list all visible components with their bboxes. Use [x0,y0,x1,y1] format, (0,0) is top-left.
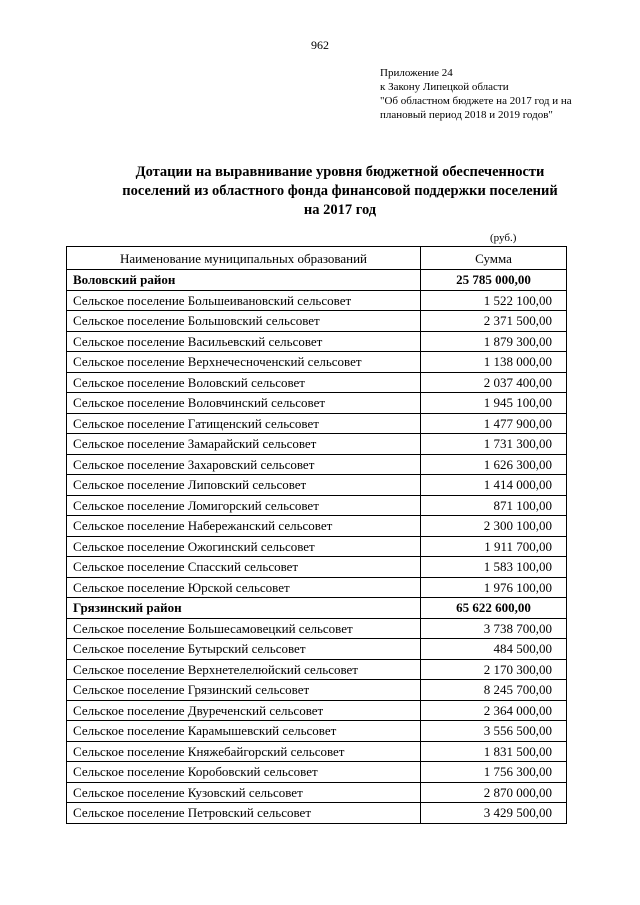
table-row [67,577,567,598]
row-name: Сельское поселение Липовский сельсовет [67,475,421,496]
row-name: Сельское поселение Ожогинский сельсовет [67,536,421,557]
row-sum: 1 879 300,00 [421,331,567,352]
document-title [90,163,590,220]
row-sum: 65 622 600,00 [421,598,567,619]
table-row [67,413,567,434]
row-sum: 3 429 500,00 [421,803,567,824]
table-row [67,495,567,516]
table-row [67,393,567,414]
row-name: Сельское поселение Грязинский сельсовет [67,680,421,701]
row-name: Сельское поселение Бутырский сельсовет [67,639,421,660]
table-row [67,352,567,373]
row-sum: 2 037 400,00 [421,372,567,393]
row-name: Сельское поселение Петровский сельсовет [67,803,421,824]
table-row [67,454,567,475]
row-sum: 1 626 300,00 [421,454,567,475]
title-line: на 2017 год [303,202,377,218]
row-name: Сельское поселение Карамышевский сельсовет [67,721,421,742]
row-name: Сельское поселение Гатищенский сельсовет [67,413,421,434]
row-sum: 1 976 100,00 [421,577,567,598]
table-row [67,434,567,455]
row-sum: 1 414 000,00 [421,475,567,496]
unit-label: (руб.) [490,232,517,244]
district-row [67,270,567,291]
table-row [67,290,567,311]
table-row [67,618,567,639]
district-row [67,598,567,619]
row-sum: 1 583 100,00 [421,557,567,578]
table-header-row [67,247,567,270]
table-row [67,782,567,803]
row-name: Сельское поселение Верхнетелелюйский сельсовет [67,659,421,680]
row-name: Сельское поселение Захаровский сельсовет [67,454,421,475]
row-sum: 484 500,00 [421,639,567,660]
row-sum: 2 170 300,00 [421,659,567,680]
row-name: Сельское поселение Большеивановский сельсовет [67,290,421,311]
row-name: Сельское поселение Набережанский сельсовет [67,516,421,537]
row-name: Сельское поселение Большовский сельсовет [67,311,421,332]
table-row [67,741,567,762]
appendix-line: Приложение 24 [380,67,453,79]
row-name: Грязинский район [67,598,421,619]
row-name: Сельское поселение Спасский сельсовет [67,557,421,578]
row-sum: 1 522 100,00 [421,290,567,311]
subsidy-table [66,246,567,824]
table-body [67,270,567,824]
row-sum: 25 785 000,00 [421,270,567,291]
row-sum: 1 477 900,00 [421,413,567,434]
row-sum: 871 100,00 [421,495,567,516]
row-name: Сельское поселение Коробовский сельсовет [67,762,421,783]
table-row [67,372,567,393]
row-name: Сельское поселение Воловский сельсовет [67,372,421,393]
row-sum: 8 245 700,00 [421,680,567,701]
row-name: Сельское поселение Верхнечесноченский сельсовет [67,352,421,373]
row-name: Сельское поселение Большесамовецкий сельсовет [67,618,421,639]
row-name: Сельское поселение Замарайский сельсовет [67,434,421,455]
table-row [67,311,567,332]
row-sum: 1 138 000,00 [421,352,567,373]
appendix-line: плановый период 2018 и 2019 годов" [380,109,553,121]
column-header-name: Наименование муниципальных образований [67,247,421,270]
row-sum: 1 731 300,00 [421,434,567,455]
table-row [67,331,567,352]
table-row [67,516,567,537]
row-sum: 3 556 500,00 [421,721,567,742]
table-row [67,762,567,783]
row-name: Воловский район [67,270,421,291]
table-row [67,659,567,680]
row-sum: 1 945 100,00 [421,393,567,414]
table-row [67,721,567,742]
table-row [67,557,567,578]
row-name: Сельское поселение Юрской сельсовет [67,577,421,598]
row-sum: 2 870 000,00 [421,782,567,803]
appendix-line: к Закону Липецкой области [380,81,509,93]
row-name: Сельское поселение Двуреченский сельсовет [67,700,421,721]
row-sum: 1 911 700,00 [421,536,567,557]
row-name: Сельское поселение Васильевский сельсовет [67,331,421,352]
title-line: поселений из областного фонда финансовой поддержки поселений [122,183,558,199]
table-row [67,803,567,824]
row-sum: 3 738 700,00 [421,618,567,639]
row-sum: 2 371 500,00 [421,311,567,332]
row-name: Сельское поселение Воловчинский сельсовет [67,393,421,414]
row-name: Сельское поселение Кузовский сельсовет [67,782,421,803]
appendix-line: "Об областном бюджете на 2017 год и на [380,95,572,107]
row-sum: 1 756 300,00 [421,762,567,783]
table-row [67,475,567,496]
column-header-sum: Сумма [421,247,567,270]
row-sum: 1 831 500,00 [421,741,567,762]
table-row [67,536,567,557]
row-name: Сельское поселение Княжебайгорский сельсовет [67,741,421,762]
page-number: 962 [311,38,329,52]
table-row [67,639,567,660]
table-row [67,700,567,721]
appendix-block [380,66,620,122]
row-name: Сельское поселение Ломигорский сельсовет [67,495,421,516]
table-row [67,680,567,701]
row-sum: 2 364 000,00 [421,700,567,721]
title-line: Дотации на выравнивание уровня бюджетной обеспеченности [135,164,545,180]
row-sum: 2 300 100,00 [421,516,567,537]
